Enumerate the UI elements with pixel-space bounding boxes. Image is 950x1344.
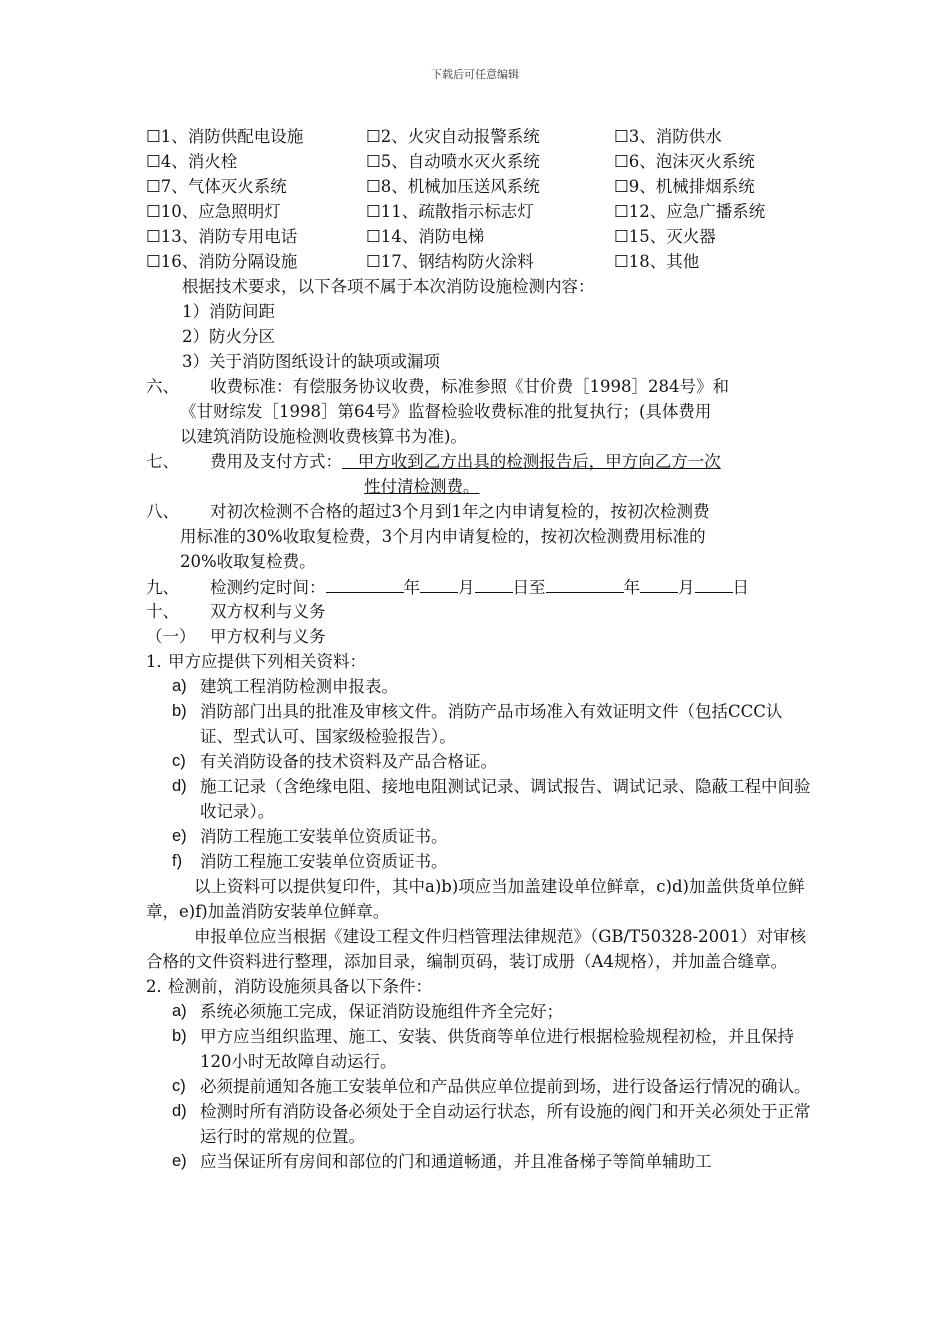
- list-item: [172, 1149, 811, 1174]
- item-text: 消防工程施工安装单位资质证书。: [200, 827, 448, 846]
- checklist-row: [146, 249, 811, 274]
- item-text: 必须提前通知各施工安装单位和产品供应单位提前到场，进行设备运行情况的确认。: [200, 1077, 811, 1096]
- page-header: 下载后可任意编辑: [431, 68, 519, 81]
- materials-list: [146, 674, 811, 874]
- day-label: 日: [732, 578, 749, 597]
- checklist-item[interactable]: ☐18、其他: [614, 252, 700, 271]
- checklist-item[interactable]: ☐8、机械加压送风系统: [366, 177, 540, 196]
- checklist-item[interactable]: ☐3、消防供水: [614, 127, 722, 146]
- list-item: [172, 674, 811, 699]
- checklist-row: [146, 174, 811, 199]
- checklist-item[interactable]: ☐10、应急照明灯: [146, 202, 281, 221]
- checklist-row: [146, 149, 811, 174]
- point-title: 检测前，消防设施须具备以下条件：: [168, 977, 432, 996]
- exclusions-intro: 根据技术要求，以下各项不属于本次消防设施检测内容：: [182, 277, 595, 296]
- item-label: e): [172, 827, 187, 845]
- conditions-list: [146, 999, 811, 1174]
- end-year-blank[interactable]: [546, 574, 624, 593]
- document-body: [146, 124, 811, 1174]
- section-8-line: 20%收取复检费。: [180, 552, 316, 571]
- end-day-blank[interactable]: [695, 574, 733, 593]
- point-1: [146, 649, 811, 674]
- section-number: 九、: [146, 578, 179, 597]
- exclusion-item: 2）防火分区: [182, 327, 275, 346]
- section-number: 十、: [146, 602, 179, 621]
- end-month-blank[interactable]: [640, 574, 678, 593]
- checklist-item[interactable]: ☐9、机械排烟系统: [614, 177, 755, 196]
- item-label: d): [172, 777, 187, 795]
- section-8: [146, 499, 811, 524]
- section-title: 双方权利与义务: [210, 602, 326, 621]
- checklist-item[interactable]: ☐7、气体灭火系统: [146, 177, 287, 196]
- paragraph: 申报单位应当根据《建设工程文件归档管理法律规范》（GB/T50328-2001）对审核合格的文件资料进行整理，添加目录，编制页码，装订成册（A4规格），并加盖合缝章。: [146, 927, 807, 971]
- point-title: 甲方应提供下列相关资料：: [168, 652, 366, 671]
- point-2: [146, 974, 811, 999]
- item-label: c): [172, 752, 186, 770]
- month-label: 月: [458, 578, 475, 597]
- item-text: 建筑工程消防检测申报表。: [200, 677, 398, 696]
- section-6-line: 《甘财综发［1998］第64号》监督检验收费标准的批复执行；(具体费用: [180, 402, 712, 421]
- start-year-blank[interactable]: [326, 574, 404, 593]
- start-month-blank[interactable]: [420, 574, 458, 593]
- list-item: [172, 824, 811, 849]
- checklist-item[interactable]: ☐6、泡沫灭火系统: [614, 152, 755, 171]
- year-label: 年: [403, 578, 420, 597]
- month-label: 月: [678, 578, 695, 597]
- list-item: [172, 1099, 811, 1149]
- subsection-number: （一）: [146, 627, 196, 646]
- subsection-title: 甲方权利与义务: [210, 627, 326, 646]
- list-item: [172, 1074, 811, 1099]
- section-7-line: [146, 474, 811, 499]
- section-6: [146, 374, 811, 399]
- item-text: 有关消防设备的技术资料及产品合格证。: [200, 752, 497, 771]
- item-text: 系统必须施工完成，保证消防设施组件齐全完好；: [200, 1002, 563, 1021]
- section-6-line: 以建筑消防设施检测收费核算书为准)。: [180, 427, 467, 446]
- checklist-item[interactable]: ☐11、疏散指示标志灯: [366, 202, 534, 221]
- item-text: 施工记录（含绝缘电阻、接地电阻测试记录、调试报告、调试记录、隐蔽工程中间验收记录）。: [200, 777, 811, 821]
- exclusion-item: 1）消防间距: [182, 302, 275, 321]
- section-text: 收费标准：有偿服务协议收费，标准参照《甘价费［1998］284号》和: [210, 377, 729, 396]
- item-text: 甲方应当组织监理、施工、安装、供货商等单位进行根据检验规程初检，并且保持120小时无故障自动运行。: [200, 1027, 794, 1071]
- checklist-item[interactable]: ☐12、应急广播系统: [614, 202, 766, 221]
- section-text: 对初次检测不合格的超过3个月到1年之内申请复检的，按初次检测费: [210, 502, 710, 521]
- day-to-label: 日至: [512, 578, 546, 597]
- checklist-item[interactable]: ☐5、自动喷水灭火系统: [366, 152, 540, 171]
- section-7: [146, 449, 811, 474]
- list-item: [172, 999, 811, 1024]
- checklist-item[interactable]: ☐17、钢结构防火涂料: [366, 252, 534, 271]
- checklist-item[interactable]: ☐16、消防分隔设施: [146, 252, 298, 271]
- checklist: [146, 124, 811, 274]
- section-label: 费用及支付方式：: [210, 452, 342, 471]
- checklist-item[interactable]: ☐1、消防供配电设施: [146, 127, 304, 146]
- checklist-item[interactable]: ☐2、火灾自动报警系统: [366, 127, 540, 146]
- item-label: d): [172, 1102, 187, 1120]
- checklist-item[interactable]: ☐13、消防专用电话: [146, 227, 298, 246]
- item-label: b): [172, 702, 187, 720]
- section-9: [146, 574, 811, 599]
- item-label: f): [172, 852, 183, 870]
- item-text: 检测时所有消防设备必须处于全自动运行状态，所有设施的阀门和开关必须处于正常运行时的常规的位置。: [200, 1102, 811, 1146]
- section-10: [146, 599, 811, 624]
- list-item: [172, 849, 811, 874]
- item-label: b): [172, 1027, 187, 1045]
- year-label: 年: [623, 578, 640, 597]
- checklist-item[interactable]: ☐4、消火栓: [146, 152, 238, 171]
- section-number: 六、: [146, 377, 179, 396]
- exclusion-item: 3）关于消防图纸设计的缺项或漏项: [182, 352, 440, 371]
- list-item: [172, 699, 811, 749]
- list-item: [172, 774, 811, 824]
- section-8-line: 用标准的30%收取复检费，3个月内申请复检的，按初次检测费用标准的: [180, 527, 706, 546]
- item-label: e): [172, 1152, 187, 1170]
- item-text: 消防部门出具的批准及审核文件。消防产品市场准入有效证明文件（包括CCC认证、型式认可、国家级检验报告）。: [200, 702, 783, 746]
- list-item: [172, 1024, 811, 1074]
- section-label: 检测约定时间：: [210, 578, 326, 597]
- checklist-item[interactable]: ☐14、消防电梯: [366, 227, 485, 246]
- payment-terms: 性付清检测费。: [364, 477, 480, 496]
- start-day-blank[interactable]: [475, 574, 513, 593]
- checklist-item[interactable]: ☐15、灭火器: [614, 227, 716, 246]
- point-number: 2．: [146, 977, 173, 996]
- point-number: 1．: [146, 652, 173, 671]
- checklist-row: [146, 124, 811, 149]
- item-label: a): [172, 1002, 187, 1020]
- checklist-row: [146, 199, 811, 224]
- list-item: [172, 749, 811, 774]
- item-label: c): [172, 1077, 186, 1095]
- subsection-1: [146, 624, 811, 649]
- section-number: 八、: [146, 502, 179, 521]
- paragraph: 以上资料可以提供复印件，其中a)b)项应当加盖建设单位鲜章，c)d)加盖供货单位鲜章，e)f)加盖消防安装单位鲜章。: [146, 877, 805, 921]
- section-number: 七、: [146, 452, 179, 471]
- item-label: a): [172, 677, 187, 695]
- item-text: 消防工程施工安装单位资质证书。: [200, 852, 448, 871]
- payment-terms: 甲方收到乙方出具的检测报告后，甲方向乙方一次: [342, 452, 721, 471]
- checklist-row: [146, 224, 811, 249]
- item-text: 应当保证所有房间和部位的门和通道畅通，并且准备梯子等简单辅助工: [200, 1152, 712, 1171]
